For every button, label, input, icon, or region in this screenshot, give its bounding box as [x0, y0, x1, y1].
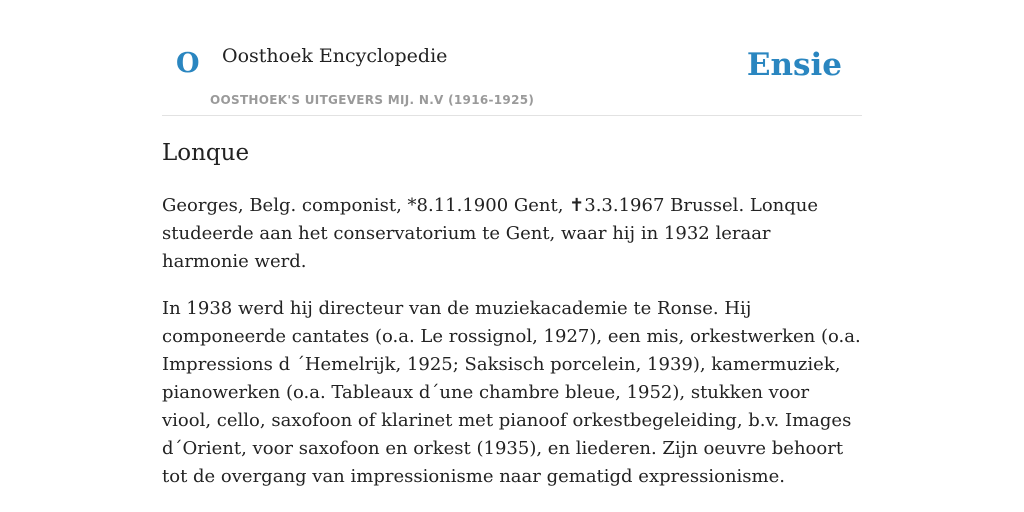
entry-paragraph: In 1938 werd hij directeur van de muziekacademie te Ronse. Hij componeerde cantates (o.a. Le rossignol, 1927), een mis, orkestwerken (o.a. Impressions d ´Hemelrijk, 1925; Saksisch porcelein, 1939), kamermuziek, pianowerken (o.a. Tableaux d´une chambre bleue, 1952), stukken voor viool, cello, saxofoon of klarinet met pianoof orkestbegeleiding, b.v. Images d´Orient, voor saxofoon en orkest (1935), en liederen. Zijn oeuvre behoort tot de overgang van impressionisme naar gematigd expressionisme. — [162, 298, 861, 487]
encyclopedia-title[interactable]: Oosthoek Encyclopedie — [222, 45, 448, 67]
page — [162, 0, 862, 487]
site-header — [162, 0, 862, 116]
entry-paragraph: Georges, Belg. componist, *8.11.1900 Gent, ✝3.3.1967 Brussel. Lonque studeerde aan het conservatorium te Gent, waar hij in 1932 leraar harmonie werd. — [162, 195, 819, 272]
encyclopedia-logo-icon[interactable]: O — [176, 48, 200, 79]
entry-body — [162, 192, 862, 510]
entry-title: Lonque — [162, 140, 250, 166]
ensie-home-link[interactable]: Ensie — [746, 47, 842, 83]
publisher-label: OOSTHOEK'S UITGEVERS MIJ. N.V (1916-1925) — [210, 93, 535, 107]
